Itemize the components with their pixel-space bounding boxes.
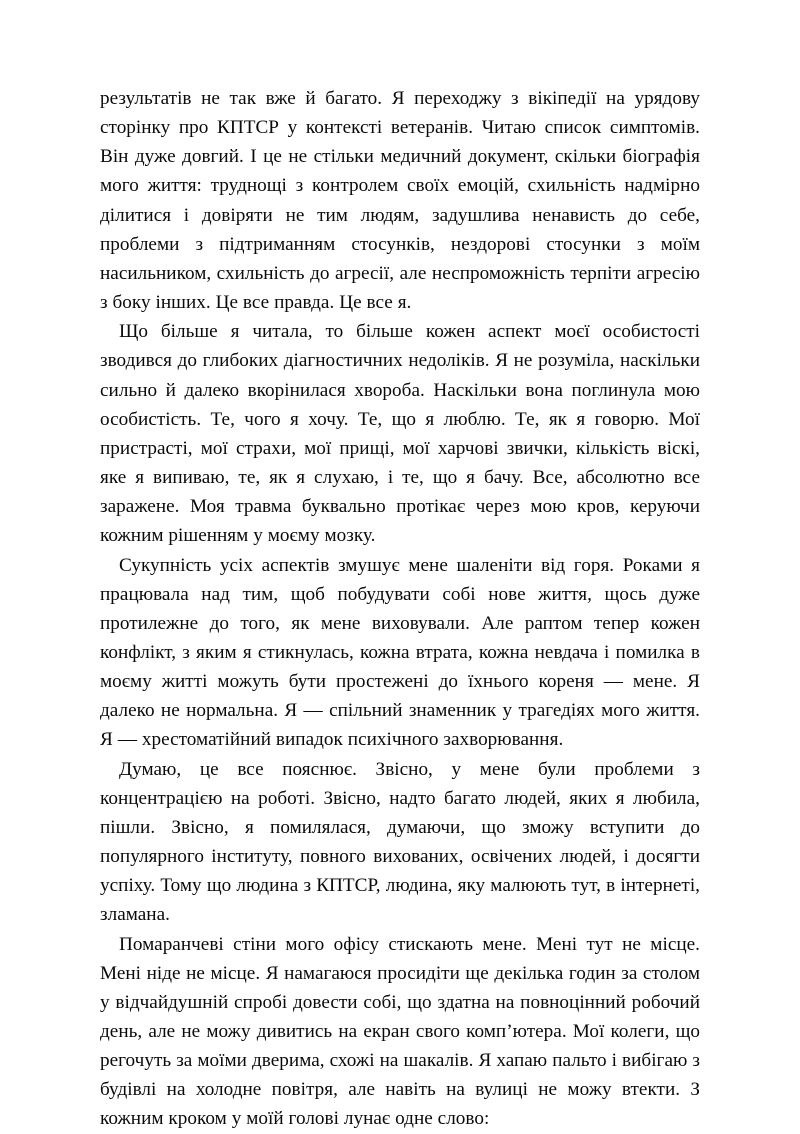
paragraph-3: Сукупність усіх аспектів змушує мене шаленіти від горя. Роками я працювала над тим, щоб побудувати собі нове життя, щось дуже протилежне до того, як мене виховували. Але раптом тепер кожен конфлікт, з яким я стикнулась, кожна втрата, кожна невдача і помилка в моєму житті можуть бути простежені до їхнього кореня — мене. Я далеко не нормальна. Я — спільний знаменник у трагедіях мого життя. Я — хрестоматійний випадок психічного захворювання. bbox=[100, 554, 700, 751]
paragraph-4: Думаю, це все пояснює. Звісно, у мене були проблеми з концентрацією на роботі. Звісно, надто багато людей, яких я любила, пішли. Звісно, я помилялася, думаючи, що зможу вступити до популярного інституту, повного вихованих, освічених людей, і досягти успіху. Тому що людина з КПТСР, людина, яку малюють тут, в інтернеті, зламана. bbox=[100, 758, 700, 926]
paragraph-5: Помаранчеві стіни мого офісу стискають мене. Мені тут не місце. Мені ніде не місце. Я намагаюся просидіти ще декілька годин за столом у відчайдушній спробі довести собі, що здатна на повноцінний робочий день, але не можу дивитись на екран свого комп’ютера. Мої колеги, що регочуть за моїми дверима, схожі на шакалів. Я хапаю пальто і вибігаю з будівлі на холодне повітря, але навіть на вулиці не можу втекти. З кожним кроком у моїй голові лунає одне слово: bbox=[100, 933, 700, 1130]
paragraph-1: результатів не так вже й багато. Я переходжу з вікіпедії на урядову сторінку про КПТСР у контексті ветеранів. Читаю список симптомів. Він дуже довгий. І це не стільки медичний документ, скільки біографія мого життя: труднощі з контролем своїх емоцій, схильність надмірно ділитися і довіряти не тим людям, задушлива ненависть до себе, проблеми з підтриманням стосунків, нездорові стосунки з моїм насильником, схильність до агресії, але неспроможність терпіти агресію з боку інших. Це все правда. Це все я. bbox=[100, 88, 700, 314]
paragraph-2: Що більше я читала, то більше кожен аспект моєї особистості зводився до глибоких діагностичних недоліків. Я не розуміла, наскільки сильно й далеко вкорінилася хвороба. Наскільки вона поглинула мою особистість. Те, чого я хочу. Те, що я люблю. Те, як я говорю. Мої пристрасті, мої страхи, мої прищі, мої харчові звички, кількість віскі, яке я випиваю, те, як я слухаю, і те, що я бачу. Все, абсолютно все заражене. Моя травма буквально протікає через мою кров, керуючи кожним рішенням у моєму мозку. bbox=[100, 321, 700, 547]
body-text-column bbox=[100, 84, 700, 1134]
